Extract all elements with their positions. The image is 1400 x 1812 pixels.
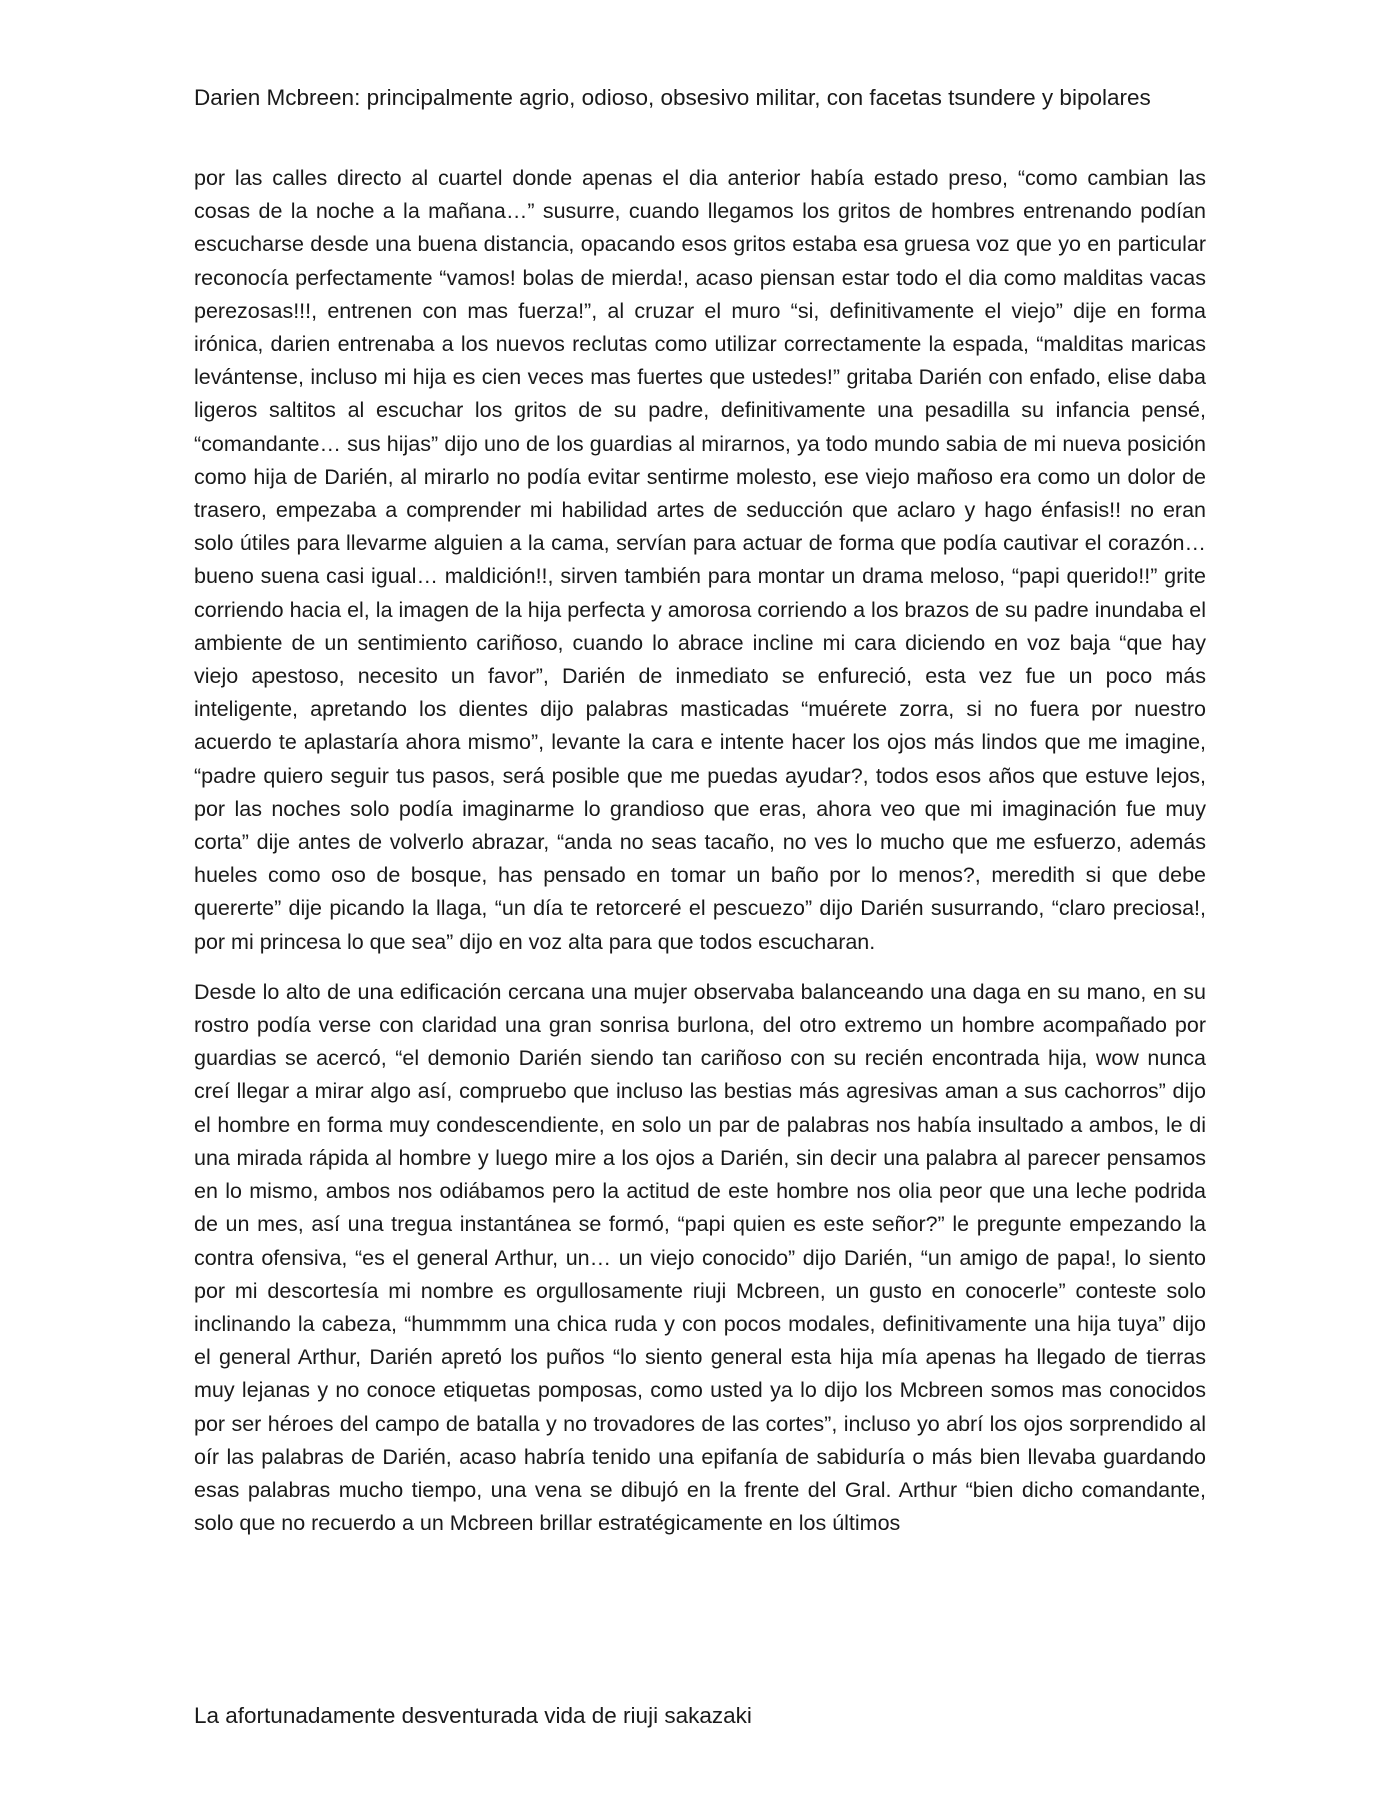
paragraph: por las calles directo al cuartel donde apenas el dia anterior había estado preso, “como cambian las cosas de la noche a la mañana…” susurre, cuando llegamos los gritos de hombres entrenando podían escucharse desde una buena distancia, opacando esos gritos estaba esa gruesa voz que yo en particular reconocía perfectamente “vamos! bolas de mierda!, acaso piensan estar todo el dia como malditas vacas perezosas!!!, entrenen con mas fuerza!”, al cruzar el muro “si, definitivamente el viejo” dije en forma irónica, darien entrenaba a los nuevos reclutas como utilizar correctamente la espada, “malditas maricas levántense, incluso mi hija es cien veces mas fuertes que ustedes!” gritaba Darién con enfado, elise daba ligeros saltitos al escuchar los gritos de su padre, definitivamente una pesadilla su infancia pensé, “comandante… sus hijas” dijo uno de los guardias al mirarnos, ya todo mundo sabia de mi nueva posición como hija de Darién, al mirarlo no podía evitar sentirme molesto, ese viejo mañoso era como un dolor de trasero, empezaba a comprender mi habilidad artes de seducción que aclaro y hago énfasis!! no eran solo útiles para llevarme alguien a la cama, servían para actuar de forma que podía cautivar el corazón… bueno suena casi igual… maldición!!, sirven también para montar un drama meloso, “papi querido!!” grite corriendo hacia el, la imagen de la hija perfecta y amorosa corriendo a los brazos de su padre inundaba el ambiente de un sentimiento cariñoso, cuando lo abrace incline mi cara diciendo en voz baja “que hay viejo apestoso, necesito un favor”, Darién de inmediato se enfureció, esta vez fue un poco más inteligente, apretando los dientes dijo palabras masticadas “muérete zorra, si no fuera por nuestro acuerdo te aplastaría ahora mismo”, levante la cara e intente hacer los ojos más lindos que me imagine, “padre quiero seguir tus pasos, será posible que me puedas ayudar?, todos esos años que estuve lejos, por las noches solo podía imaginarme lo grandioso que eras, ahora veo que mi imaginación fue muy corta” dije antes de volverlo abrazar, “anda no seas tacaño, no ves lo mucho que me esfuerzo, además hueles como oso de bosque, has pensado en tomar un baño por lo menos?, meredith si que debe quererte” dije picando la llaga, “un día te retorceré el pescuezo” dijo Darién susurrando, “claro preciosa!, por mi princesa lo que sea” dijo en voz alta para que todos escucharan. bbox=[194, 166, 1206, 954]
paragraph: Desde lo alto de una edificación cercana una mujer observaba balanceando una daga en su mano, en su rostro podía verse con claridad una gran sonrisa burlona, del otro extremo un hombre acompañado por guardias se acercó, “el demonio Darién siendo tan cariñoso con su recién encontrada hija, wow nunca creí llegar a mirar algo así, compruebo que incluso las bestias más agresivas aman a sus cachorros” dijo el hombre en forma muy condescendiente, en solo un par de palabras nos había insultado a ambos, le di una mirada rápida al hombre y luego mire a los ojos a Darién, sin decir una palabra al parecer pensamos en lo mismo, ambos nos odiábamos pero la actitud de este hombre nos olia peor que una leche podrida de un mes, así una tregua instantánea se formó, “papi quien es este señor?” le pregunte empezando la contra ofensiva, “es el general Arthur, un… un viejo conocido” dijo Darién, “un amigo de papa!, lo siento por mi descortesía mi nombre es orgullosamente riuji Mcbreen, un gusto en conocerle” conteste solo inclinando la cabeza, “hummmm una chica ruda y con pocos modales, definitivamente una hija tuya” dijo el general Arthur, Darién apretó los puños “lo siento general esta hija mía apenas ha llegado de tierras muy lejanas y no conoce etiquetas pomposas, como usted ya lo dijo los Mcbreen somos mas conocidos por ser héroes del campo de batalla y no trovadores de las cortes”, incluso yo abrí los ojos sorprendido al oír las palabras de Darién, acaso habría tenido una epifanía de sabiduría o más bien llevaba guardando esas palabras mucho tiempo, una vena se dibujó en la frente del Gral. Arthur “bien dicho comandante, solo que no recuerdo a un Mcbreen brillar estratégicamente en los últimos bbox=[194, 979, 1206, 1536]
body-text bbox=[194, 162, 1206, 1557]
page-footer: La afortunadamente desventurada vida de riuji sakazaki bbox=[194, 1703, 752, 1728]
page-header: Darien Mcbreen: principalmente agrio, odioso, obsesivo militar, con facetas tsundere y bipolares bbox=[194, 85, 1151, 110]
